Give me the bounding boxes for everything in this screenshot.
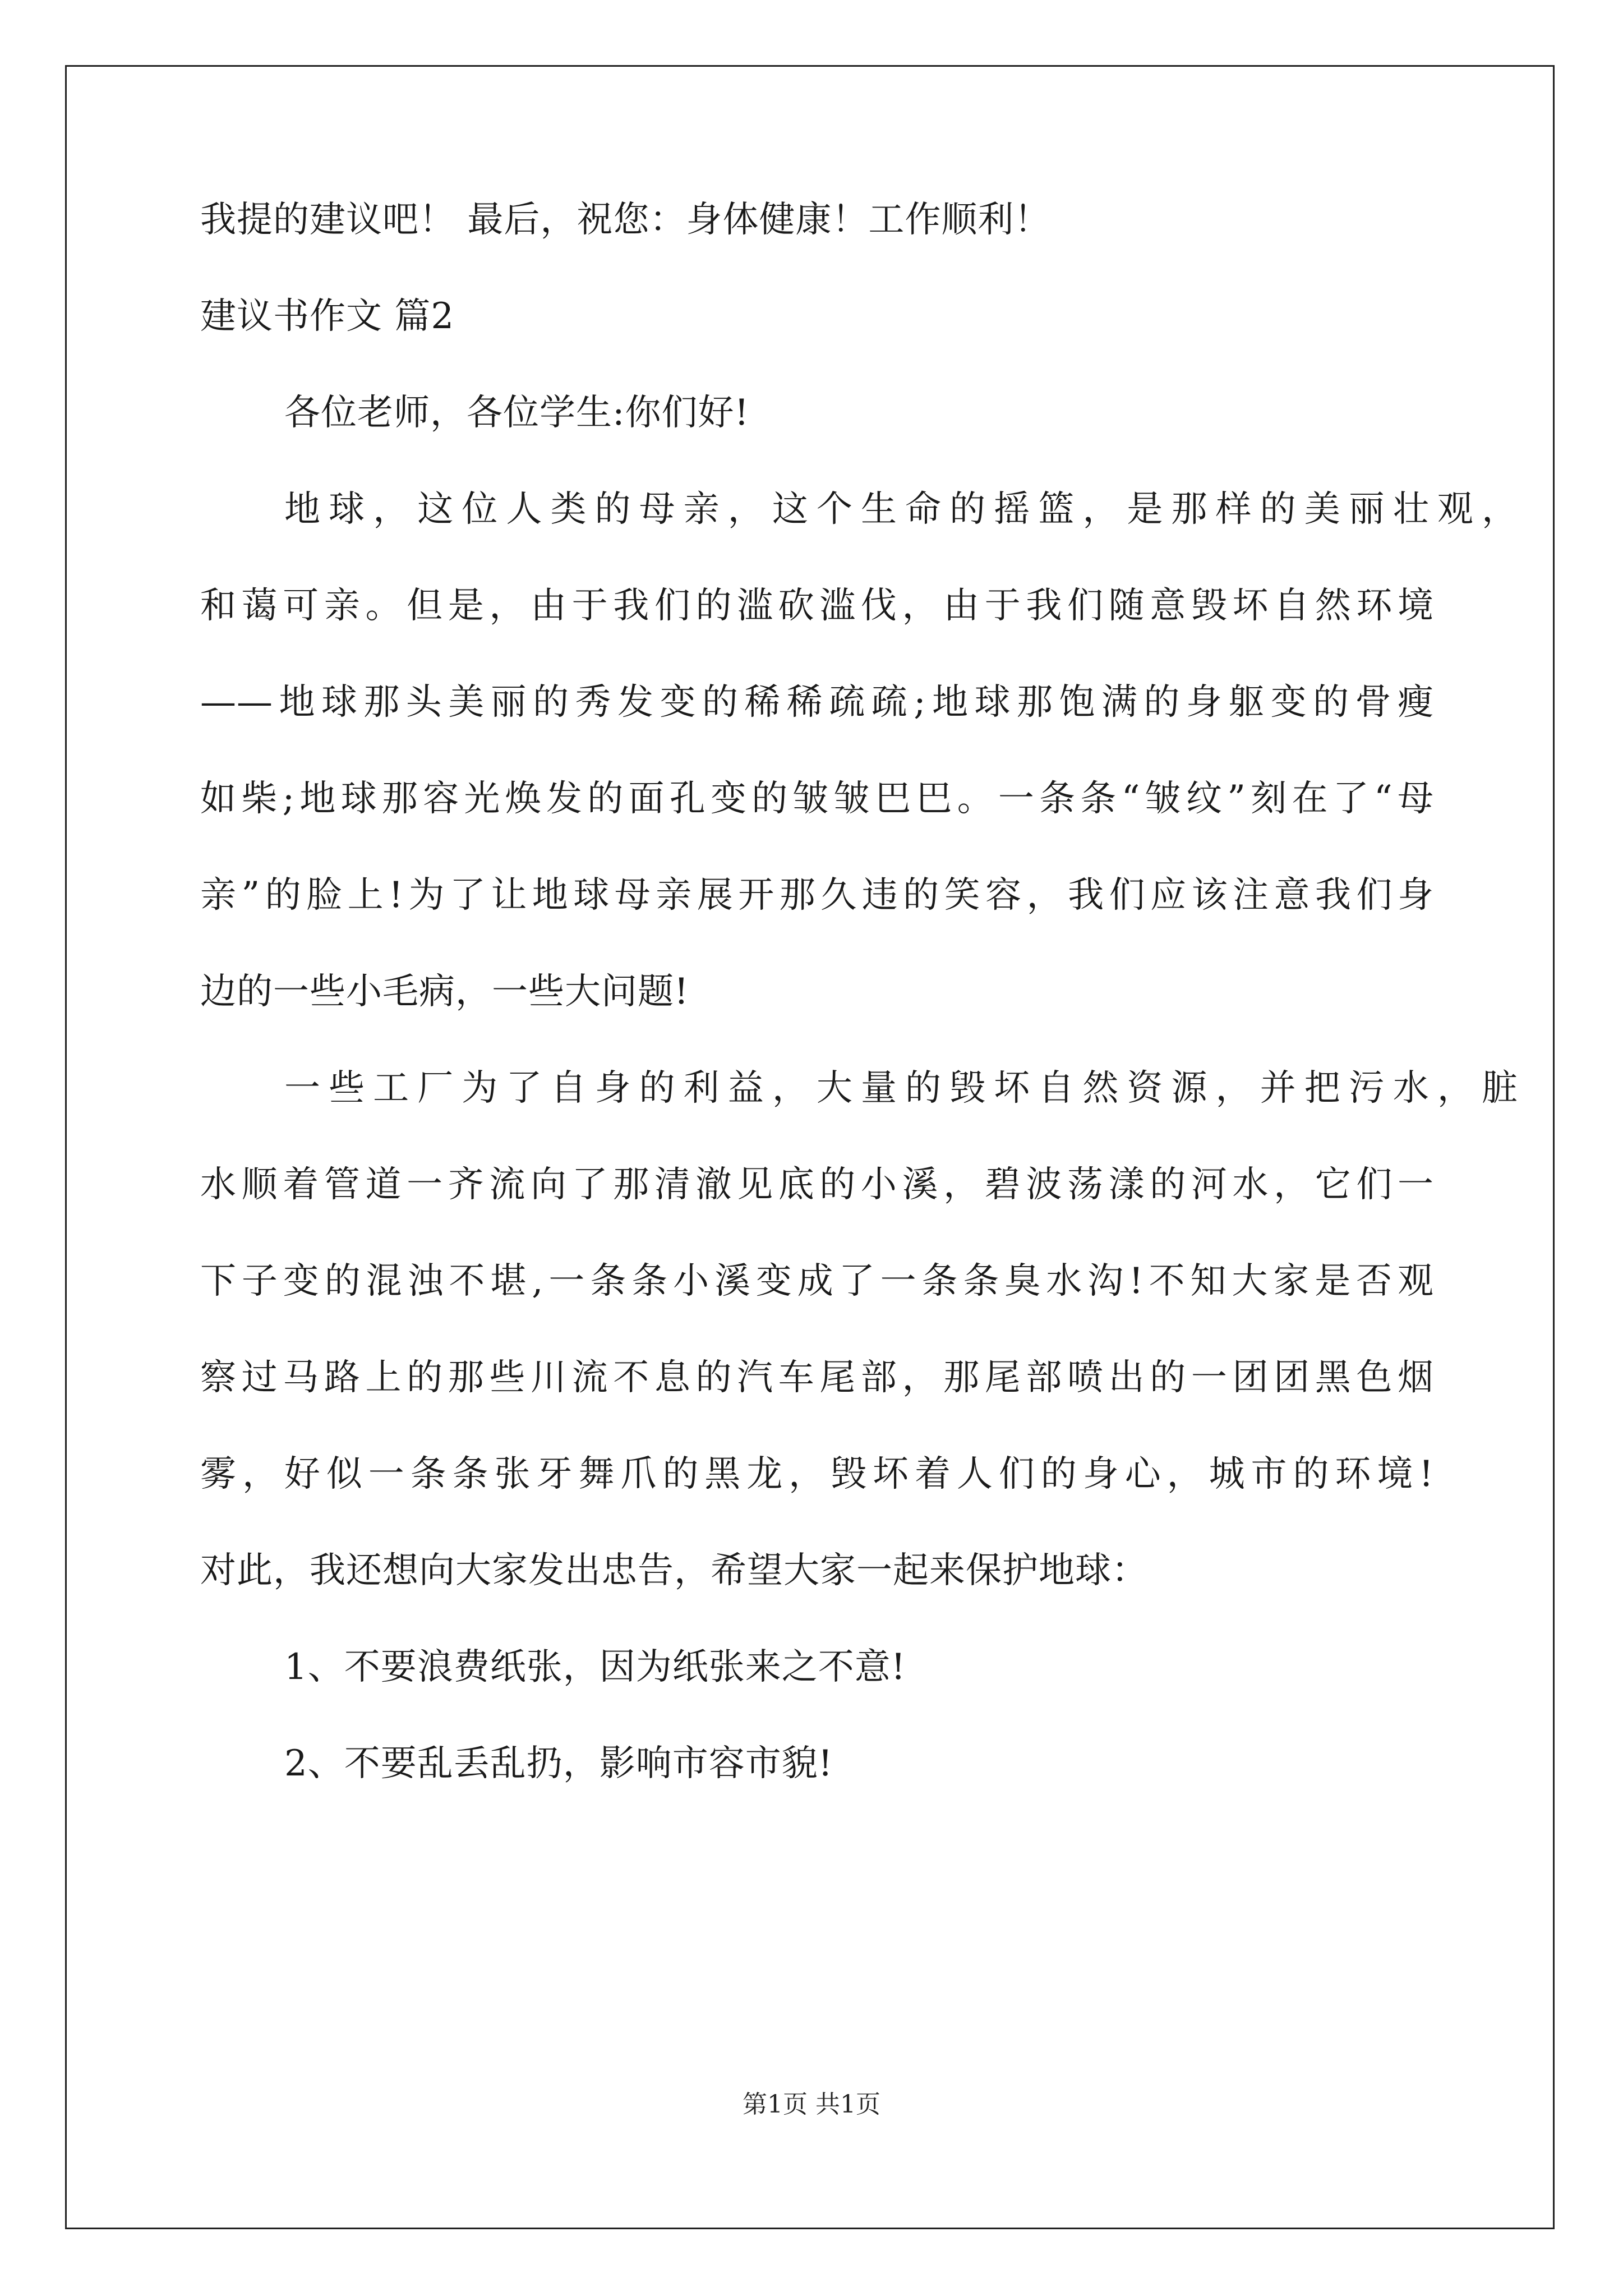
paragraph-line: 水顺着管道一齐流向了那清澈见底的小溪，碧波荡漾的河水，它们一 — [200, 1164, 1434, 1205]
paragraph-line: 边的一些小毛病，一些大问题! — [200, 971, 689, 1013]
list-item-1: 1、不要浪费纸张，因为纸张来之不意! — [284, 1646, 906, 1688]
paragraph-line: 察过马路上的那些川流不息的汽车尾部，那尾部喷出的一团团黑色烟 — [200, 1357, 1434, 1398]
section-heading: 建议书作文 篇2 — [200, 296, 455, 337]
salutation-line: 各位老师，各位学生:你们好! — [284, 392, 750, 434]
paragraph-line: ——地球那头美丽的秀发变的稀稀疏疏;地球那饱满的身躯变的骨瘦 — [200, 682, 1434, 723]
paragraph-line: 地球，这位人类的母亲，这个生命的摇篮，是那样的美丽壮观， — [284, 489, 1518, 530]
paragraph-line: 亲”的脸上!为了让地球母亲展开那久违的笑容，我们应该注意我们身 — [200, 875, 1434, 916]
paragraph-line: 如柴;地球那容光焕发的面孔变的皱皱巴巴。一条条“皱纹”刻在了“母 — [200, 778, 1434, 820]
paragraph-line: 和蔼可亲。但是，由于我们的滥砍滥伐，由于我们随意毁坏自然环境 — [200, 585, 1434, 627]
list-item-2: 2、不要乱丢乱扔，影响市容市貌! — [284, 1743, 833, 1784]
document-body — [200, 199, 1518, 1842]
paragraph-line: 下子变的混浊不堪,一条条小溪变成了一条条臭水沟!不知大家是否观 — [200, 1260, 1434, 1302]
page-footer: 第1页 共1页 — [743, 2090, 880, 2119]
paragraph-line: 雾，好似一条条张牙舞爪的黑龙，毁坏着人们的身心，城市的环境! — [200, 1453, 1434, 1495]
text-line-closing: 我提的建议吧！ 最后，祝您：身体健康！工作顺利！ — [200, 199, 1051, 241]
paragraph-line: 对此，我还想向大家发出忠告，希望大家一起来保护地球： — [200, 1550, 1148, 1591]
paragraph-line: 一些工厂为了自身的利益，大量的毁坏自然资源，并把污水，脏 — [284, 1068, 1518, 1109]
